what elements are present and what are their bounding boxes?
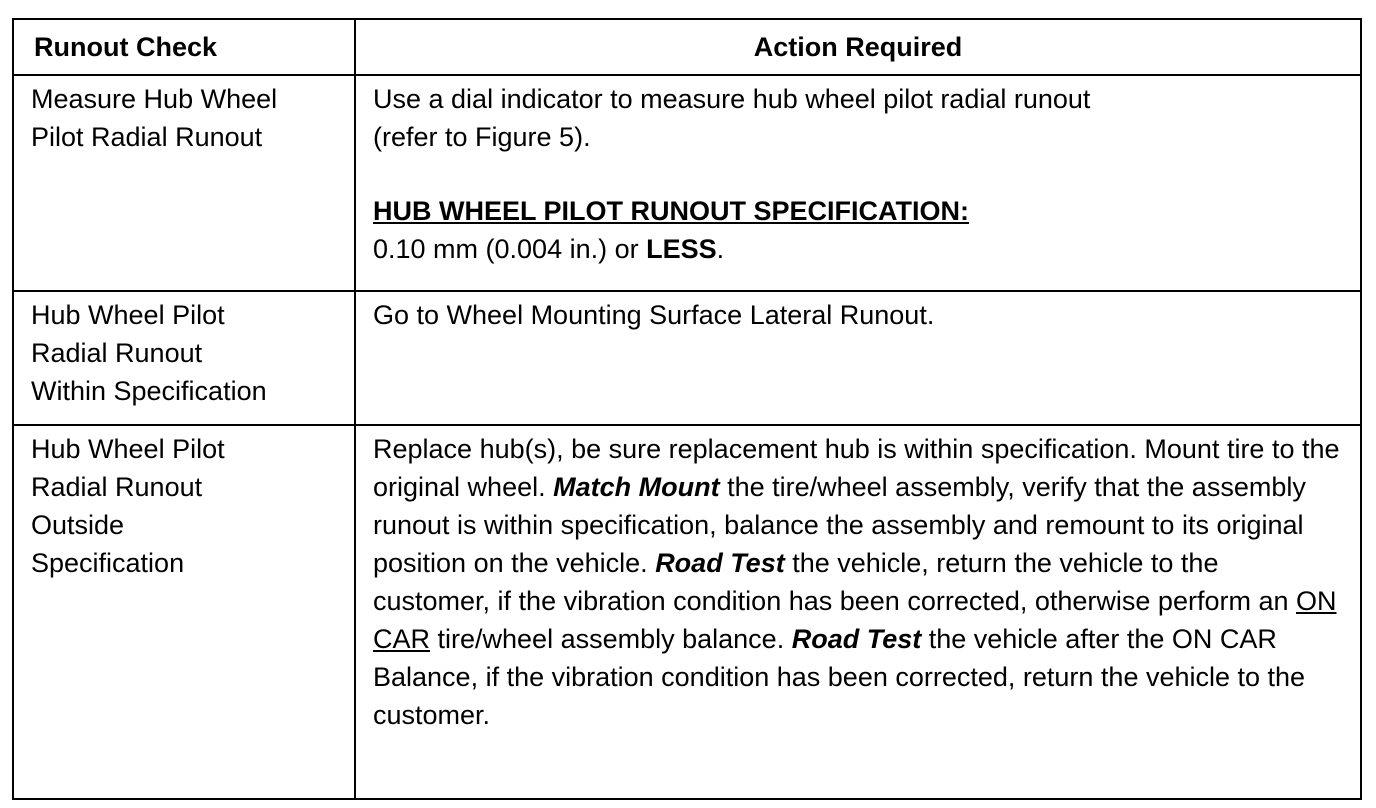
check-line: Radial Runout	[31, 338, 203, 368]
runout-check-cell	[13, 75, 355, 291]
spec-block	[373, 192, 1340, 268]
header-runout-check: Runout Check	[13, 19, 355, 75]
runout-table	[12, 18, 1362, 800]
check-line: Pilot Radial Runout	[31, 122, 263, 152]
action-text: Replace hub(s), be sure replacement hub is within specification. Mount tire to the original wheel.	[373, 434, 1340, 502]
check-line: Radial Runout	[31, 472, 203, 502]
check-line: Hub Wheel Pilot	[31, 434, 225, 464]
table-row	[13, 425, 1361, 799]
spec-value-line	[373, 230, 1340, 268]
header-row	[13, 19, 1361, 75]
header-action-required: Action Required	[355, 19, 1361, 75]
action-text: the tire/wheel assembly, verify that the assembly runout is within specification, balance the assembly and remount to its original position on the vehicle.	[373, 472, 1306, 578]
action-text: the vehicle after the ON CAR Balance, if the vibration condition has been corrected, return the vehicle to the customer.	[373, 624, 1306, 730]
road-test-emphasis: Road Test	[791, 624, 922, 654]
spec-heading: HUB WHEEL PILOT RUNOUT SPECIFICATION:	[373, 196, 969, 226]
action-text: Use a dial indicator to measure hub wheel pilot radial runout	[373, 84, 1091, 114]
road-test-emphasis: Road Test	[655, 548, 785, 578]
check-line: Measure Hub Wheel	[31, 84, 278, 114]
spec-less: LESS	[646, 234, 717, 264]
check-line: Outside	[31, 510, 125, 540]
action-text: tire/wheel assembly balance.	[430, 624, 792, 654]
check-line: Specification	[31, 548, 185, 578]
check-line: Hub Wheel Pilot	[31, 300, 225, 330]
table-row	[13, 291, 1361, 425]
match-mount-emphasis: Match Mount	[553, 472, 720, 502]
on-car-underline: ON CAR	[373, 586, 1337, 654]
spec-value: 0.10 mm (0.004 in.) or	[373, 234, 647, 264]
action-cell	[355, 75, 1361, 291]
runout-check-cell	[13, 425, 355, 799]
action-text: Go to Wheel Mounting Surface Lateral Runout.	[373, 300, 935, 330]
runout-check-cell	[13, 291, 355, 425]
action-text: the vehicle, return the vehicle to the customer, if the vibration condition has been corrected, otherwise perform an	[373, 548, 1296, 616]
action-text: (refer to Figure 5).	[373, 122, 591, 152]
table-row	[13, 75, 1361, 291]
action-cell	[355, 425, 1361, 799]
check-line: Within Specification	[31, 376, 267, 406]
action-cell	[355, 291, 1361, 425]
spec-end: .	[716, 234, 725, 264]
